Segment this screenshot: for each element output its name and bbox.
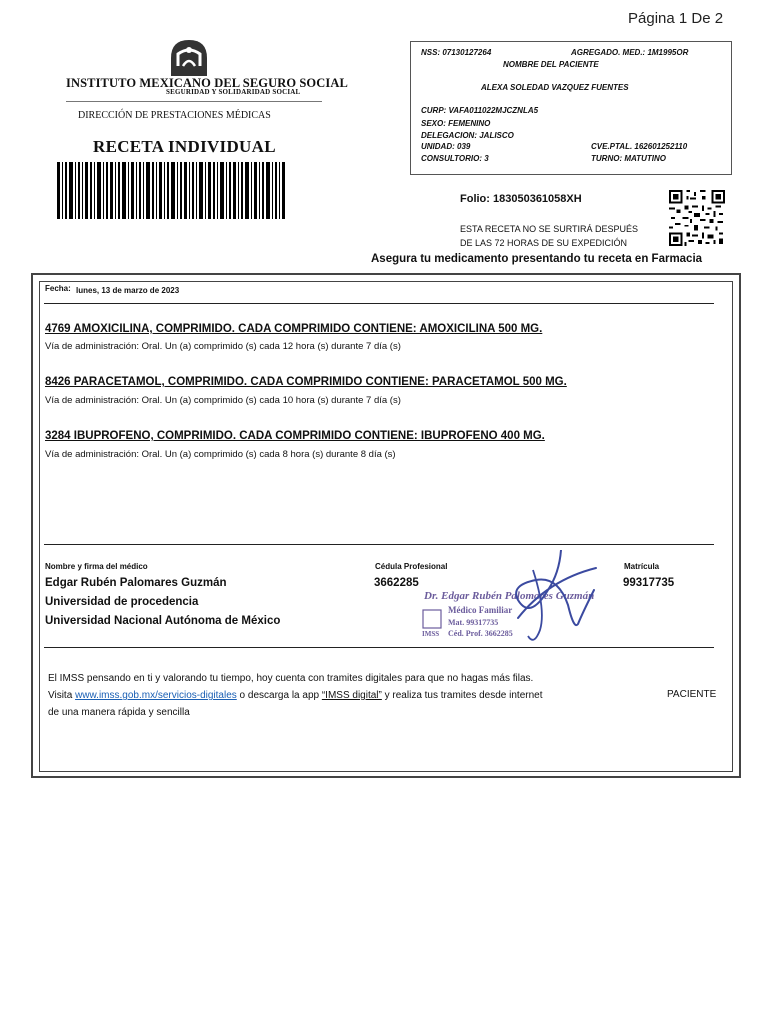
delegacion: DELEGACION: JALISCO bbox=[421, 131, 514, 140]
university-name: Universidad Nacional Autónoma de México bbox=[45, 615, 281, 627]
consultorio: CONSULTORIO: 3 bbox=[421, 154, 489, 163]
pharmacy-notice: Asegura tu medicamento presentando tu receta en Farmacia bbox=[371, 253, 703, 265]
digital-services-notice bbox=[48, 670, 543, 721]
medication-directions: Vía de administración: Oral. Un (a) comprimido (s) cada 10 hora (s) durante 7 día (s) bbox=[45, 395, 401, 406]
notice-end: y realiza tus tramites desde internet bbox=[381, 690, 543, 701]
medication-name: 8426 PARACETAMOL, COMPRIMIDO. CADA COMPRIMIDO CONTIENE: PARACETAMOL 500 MG. bbox=[45, 376, 567, 388]
stamp-line1: Dr. Edgar Rubén Palomares Guzmán bbox=[424, 590, 595, 602]
agregado-medico: AGREGADO. MED.: 1M1995OR bbox=[571, 48, 689, 57]
curp: CURP: VAFA011022MJCZNLA5 bbox=[421, 106, 539, 115]
doctor-divider bbox=[44, 647, 714, 648]
institution-name: INSTITUTO MEXICANO DEL SEGURO SOCIAL bbox=[66, 76, 348, 90]
university-label: Universidad de procedencia bbox=[45, 596, 199, 608]
patient-name-label: NOMBRE DEL PACIENTE bbox=[503, 60, 599, 69]
medication-name: 4769 AMOXICILINA, COMPRIMIDO. CADA COMPRIMIDO CONTIENE: AMOXICILINA 500 MG. bbox=[45, 323, 543, 335]
expiry-warning bbox=[460, 222, 638, 250]
page-title: RECETA INDIVIDUAL bbox=[93, 137, 276, 156]
copy-recipient-label: PACIENTE bbox=[667, 689, 717, 700]
direction-label: DIRECCIÓN DE PRESTACIONES MÉDICAS bbox=[78, 110, 271, 121]
page-number: Página 1 De 2 bbox=[628, 10, 724, 27]
app-name: “IMSS digital” bbox=[321, 690, 382, 701]
stamp-logo: IMSS bbox=[422, 630, 440, 638]
unidad: UNIDAD: 039 bbox=[421, 142, 471, 151]
medication-directions: Vía de administración: Oral. Un (a) comprimido (s) cada 12 hora (s) durante 7 día (s) bbox=[45, 341, 401, 352]
nss: NSS: 07130127264 bbox=[421, 48, 492, 57]
header-divider bbox=[66, 101, 322, 102]
stamp-line3: Mat. 99317735 bbox=[448, 618, 499, 627]
medications-divider bbox=[44, 544, 714, 545]
folio: Folio: 183050361058XH bbox=[460, 193, 582, 205]
notice-line2 bbox=[48, 687, 543, 704]
barcode-icon bbox=[57, 162, 287, 219]
turno: TURNO: MATUTINO bbox=[591, 154, 666, 163]
cedula-value: 3662285 bbox=[374, 577, 419, 589]
expiry-warning-line2: DE LAS 72 HORAS DE SU EXPEDICIÓN bbox=[460, 238, 628, 248]
digital-services-link[interactable]: www.imss.gob.mx/servicios-digitales bbox=[75, 690, 237, 701]
matricula-value: 99317735 bbox=[623, 577, 675, 589]
medication-name: 3284 IBUPROFENO, COMPRIMIDO. CADA COMPRIMIDO CONTIENE: IBUPROFENO 400 MG. bbox=[45, 430, 545, 442]
doctor-name: Edgar Rubén Palomares Guzmán bbox=[45, 577, 227, 589]
visit-text: Visita bbox=[48, 690, 73, 701]
doctor-name-label: Nombre y firma del médico bbox=[45, 562, 148, 571]
notice-line3: de una manera rápida y sencilla bbox=[48, 707, 190, 718]
patient-info-box bbox=[410, 41, 732, 175]
doctor-stamp-signature bbox=[418, 550, 608, 648]
sexo: SEXO: FEMENINO bbox=[421, 119, 491, 128]
date-value: lunes, 13 de marzo de 2023 bbox=[76, 286, 180, 295]
patient-name: ALEXA SOLEDAD VAZQUEZ FUENTES bbox=[481, 83, 629, 92]
notice-middle: o descarga la app bbox=[236, 690, 322, 701]
cedula-label: Cédula Profesional bbox=[375, 562, 448, 571]
imss-logo-icon bbox=[166, 36, 212, 80]
stamp-line2: Médico Familiar bbox=[448, 605, 513, 615]
date-divider bbox=[44, 303, 714, 304]
cve-ptal: CVE.PTAL. 162601252110 bbox=[591, 142, 688, 151]
date-label: Fecha: bbox=[45, 284, 71, 293]
medication-directions: Vía de administración: Oral. Un (a) comprimido (s) cada 8 hora (s) durante 8 día (s) bbox=[45, 449, 396, 460]
institution-motto: SEGURIDAD Y SOLIDARIDAD SOCIAL bbox=[166, 88, 301, 96]
expiry-warning-line1: ESTA RECETA NO SE SURTIRÁ DESPUÉS bbox=[460, 224, 639, 234]
stamp-line4: Céd. Prof. 3662285 bbox=[448, 629, 513, 638]
qr-code-icon bbox=[668, 190, 726, 246]
notice-line1: El IMSS pensando en ti y valorando tu tiempo, hoy cuenta con tramites digitales para que no hagas más filas. bbox=[48, 673, 534, 684]
matricula-label: Matrícula bbox=[624, 562, 660, 571]
